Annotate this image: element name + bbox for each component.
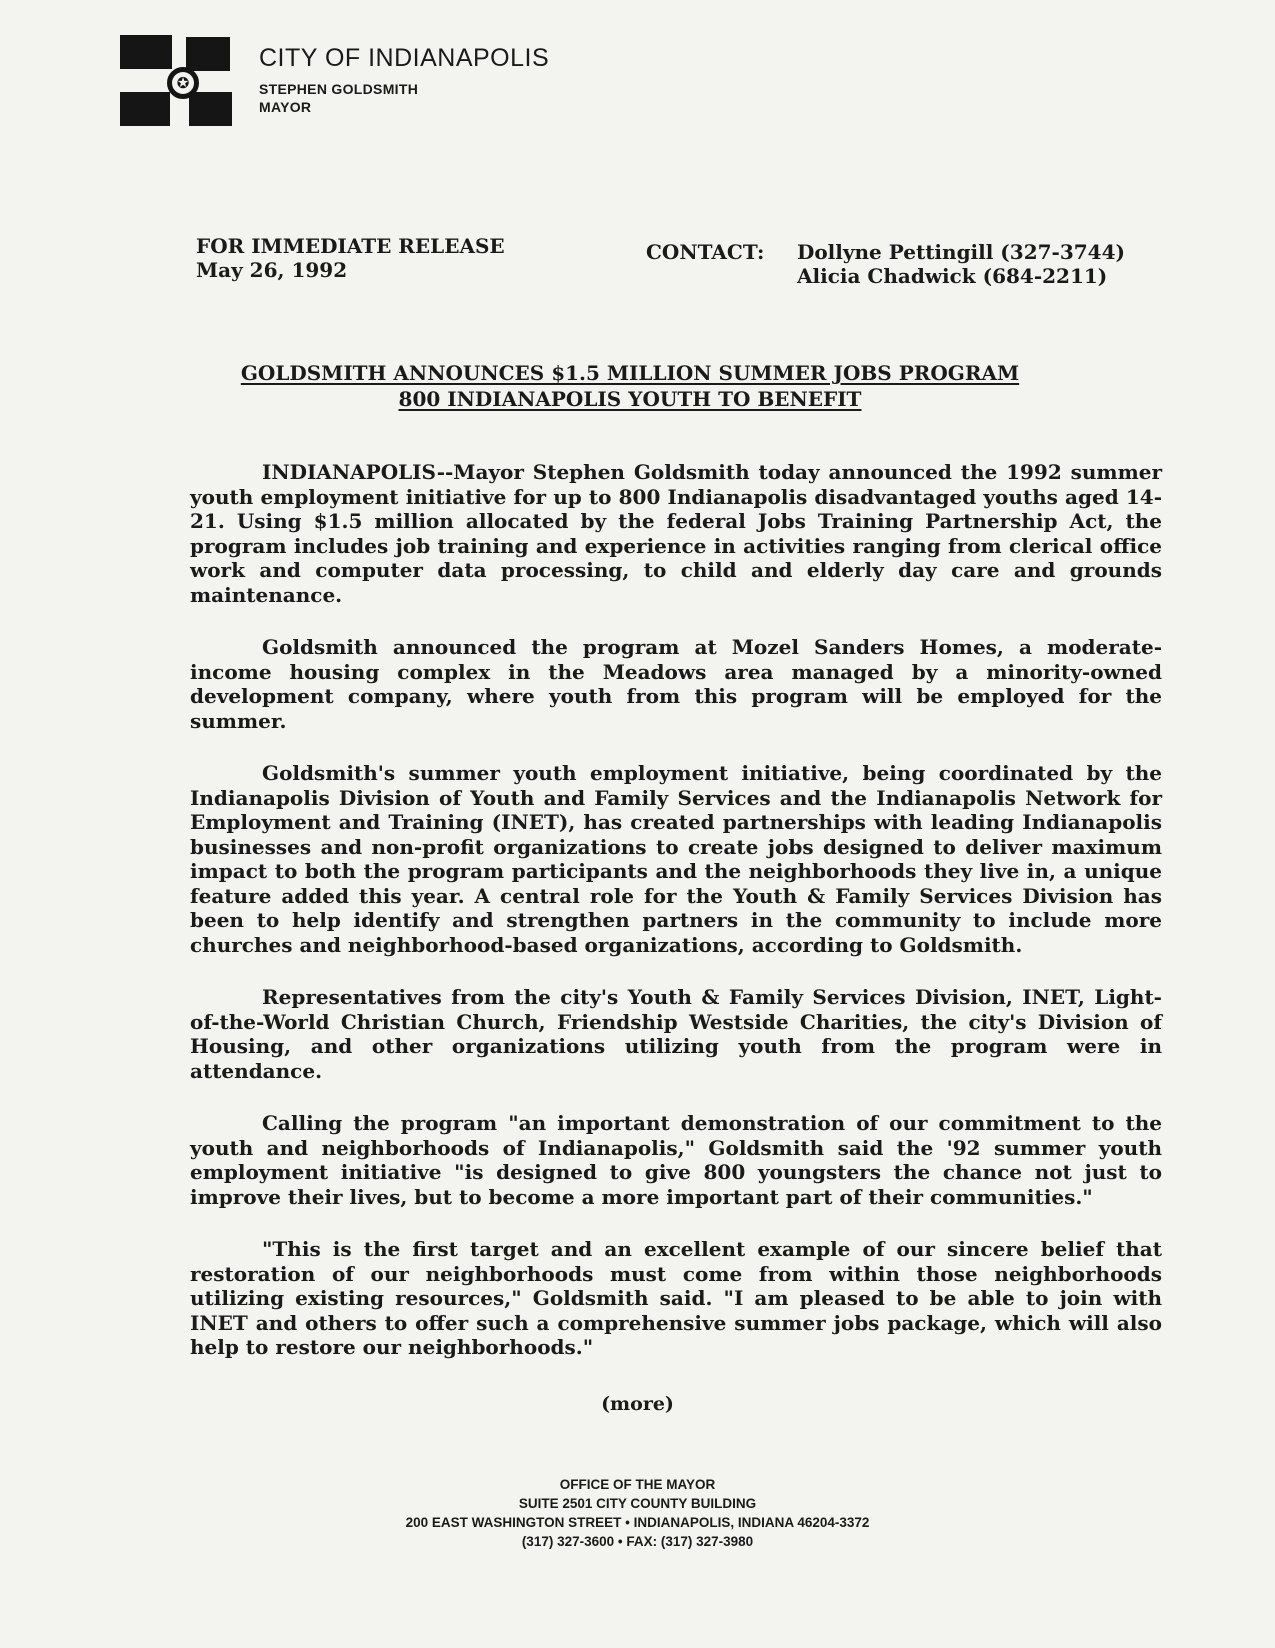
headline-line-2: 800 INDIANAPOLIS YOUTH TO BENEFIT bbox=[398, 387, 862, 411]
footer-address: 200 EAST WASHINGTON STREET • INDIANAPOLIS, INDIANA 46204-3372 bbox=[405, 1515, 870, 1530]
release-label: FOR IMMEDIATE RELEASE bbox=[196, 234, 505, 258]
more-indicator: (more) bbox=[601, 1393, 674, 1415]
body-paragraph: Goldsmith's summer youth employment initiative, being coordinated by the Indianapolis Division of Youth and Family Services and the Indianapolis Network for Employment and Training (INET), has created partnerships with leading Indianapolis businesses and non-profit organizations to create jobs designed to deliver maximum impact to both the program participants and the neighborhoods they live in, a unique feature added this year. A central role for the Youth & Family Services Division has been to help identify and strengthen partners in the community to include more churches and neighborhood-based organizations, according to Goldsmith. bbox=[190, 761, 1162, 957]
footer-suite: SUITE 2501 CITY COUNTY BUILDING bbox=[518, 1496, 757, 1511]
star-seal-icon bbox=[167, 67, 199, 99]
headline bbox=[180, 360, 1080, 412]
star-icon: ✪ bbox=[172, 72, 194, 94]
body-paragraph: Representatives from the city's Youth & Family Services Division, INET, Light-of-the-World Christian Church, Friendship Westside Charities, the city's Division of Housing, and other organizations utilizing youth from the program were in attendance. bbox=[190, 985, 1162, 1083]
letterhead-mayor-title: MAYOR bbox=[259, 99, 312, 115]
footer-phone: (317) 327-3600 • FAX: (317) 327-3980 bbox=[521, 1534, 754, 1549]
footer-address-block bbox=[0, 1475, 1275, 1551]
release-block bbox=[196, 234, 505, 282]
contact-label: CONTACT: bbox=[646, 240, 765, 264]
body-paragraph: Calling the program "an important demonstration of our commitment to the youth and neighborhoods of Indianapolis," Goldsmith said the '92 summer youth employment initiative "is designed to give 800 youngsters the chance not just to improve their lives, but to become a more important part of their communities." bbox=[190, 1111, 1162, 1209]
headline-line-1: GOLDSMITH ANNOUNCES $1.5 MILLION SUMMER JOBS PROGRAM bbox=[240, 361, 1020, 385]
logo-block-bottom-left bbox=[120, 92, 170, 126]
logo-block-top-left bbox=[120, 35, 172, 69]
body-paragraph: Goldsmith announced the program at Mozel Sanders Homes, a moderate-income housing complex in the Meadows area managed by a minority-owned development company, where youth from this program will be employed for the summer. bbox=[190, 635, 1162, 733]
letterhead-mayor-name: STEPHEN GOLDSMITH bbox=[259, 81, 419, 97]
logo-block-bottom-right bbox=[189, 92, 232, 126]
contact-list bbox=[797, 240, 1125, 288]
contact-person: Dollyne Pettingill (327-3744) bbox=[797, 240, 1125, 264]
city-logo bbox=[120, 35, 234, 128]
logo-block-top-right bbox=[186, 37, 230, 71]
body-paragraph: "This is the first target and an excellent example of our sincere belief that restoration of our neighborhoods must come from within those neighborhoods utilizing existing resources," Goldsmith said. "I am pleased to be able to join with INET and others to offer such a comprehensive summer jobs package, which will also help to restore our neighborhoods." bbox=[190, 1237, 1162, 1359]
contact-person: Alicia Chadwick (684-2211) bbox=[797, 264, 1108, 288]
body-paragraph: INDIANAPOLIS--Mayor Stephen Goldsmith today announced the 1992 summer youth employment initiative for up to 800 Indianapolis disadvantaged youths aged 14-21. Using $1.5 million allocated by the federal Jobs Training Partnership Act, the program includes job training and experience in activities ranging from clerical office work and computer data processing, to child and elderly day care and grounds maintenance. bbox=[190, 460, 1162, 607]
release-body bbox=[190, 460, 1162, 1388]
release-date: May 26, 1992 bbox=[196, 258, 348, 282]
letterhead-city: CITY OF INDIANAPOLIS bbox=[259, 44, 550, 72]
footer-office: OFFICE OF THE MAYOR bbox=[559, 1477, 716, 1492]
